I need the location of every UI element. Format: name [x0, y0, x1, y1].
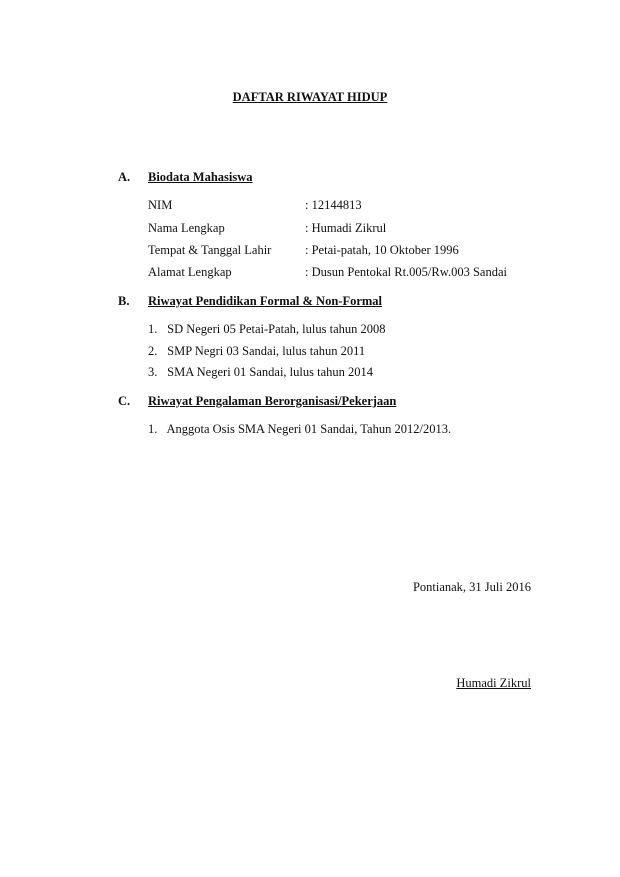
signature-name: Humadi Zikrul — [456, 676, 531, 690]
biodata-label-name: Nama Lengkap — [148, 221, 225, 235]
list-text: Anggota Osis SMA Negeri 01 Sandai, Tahun 2012/2013. — [166, 422, 452, 436]
list-number: 3. — [148, 365, 158, 379]
list-text: SD Negeri 05 Petai-Patah, lulus tahun 2008 — [167, 322, 386, 336]
biodata-value-name: : Humadi Zikrul — [305, 221, 387, 235]
section-c-letter: C. — [118, 394, 131, 408]
list-number: 1. — [148, 322, 158, 336]
section-b-heading: Riwayat Pendidikan Formal & Non-Formal — [148, 294, 383, 308]
list-number: 2. — [148, 344, 158, 358]
experience-item — [148, 422, 451, 437]
list-text: SMA Negeri 01 Sandai, lulus tahun 2014 — [167, 365, 374, 379]
biodata-label-birth: Tempat & Tanggal Lahir — [148, 243, 272, 257]
place-date: Pontianak, 31 Juli 2016 — [412, 580, 531, 594]
education-item — [148, 365, 373, 380]
section-a-letter: A. — [118, 170, 131, 184]
education-item — [148, 344, 365, 359]
section-b-letter: B. — [118, 294, 130, 308]
section-a-heading: Biodata Mahasiswa — [148, 170, 253, 184]
education-item — [148, 322, 386, 337]
biodata-value-birth: : Petai-patah, 10 Oktober 1996 — [305, 243, 459, 257]
section-c-heading: Riwayat Pengalaman Berorganisasi/Pekerjaan — [148, 394, 397, 408]
list-text: SMP Negri 03 Sandai, lulus tahun 2011 — [167, 344, 366, 358]
biodata-label-address: Alamat Lengkap — [148, 265, 232, 279]
biodata-value-nim: : 12144813 — [305, 198, 362, 212]
document-title: DAFTAR RIWAYAT HIDUP — [232, 90, 388, 104]
biodata-value-address: : Dusun Pentokal Rt.005/Rw.003 Sandai — [305, 265, 507, 279]
list-number: 1. — [148, 422, 158, 436]
biodata-label-nim: NIM — [148, 198, 173, 212]
